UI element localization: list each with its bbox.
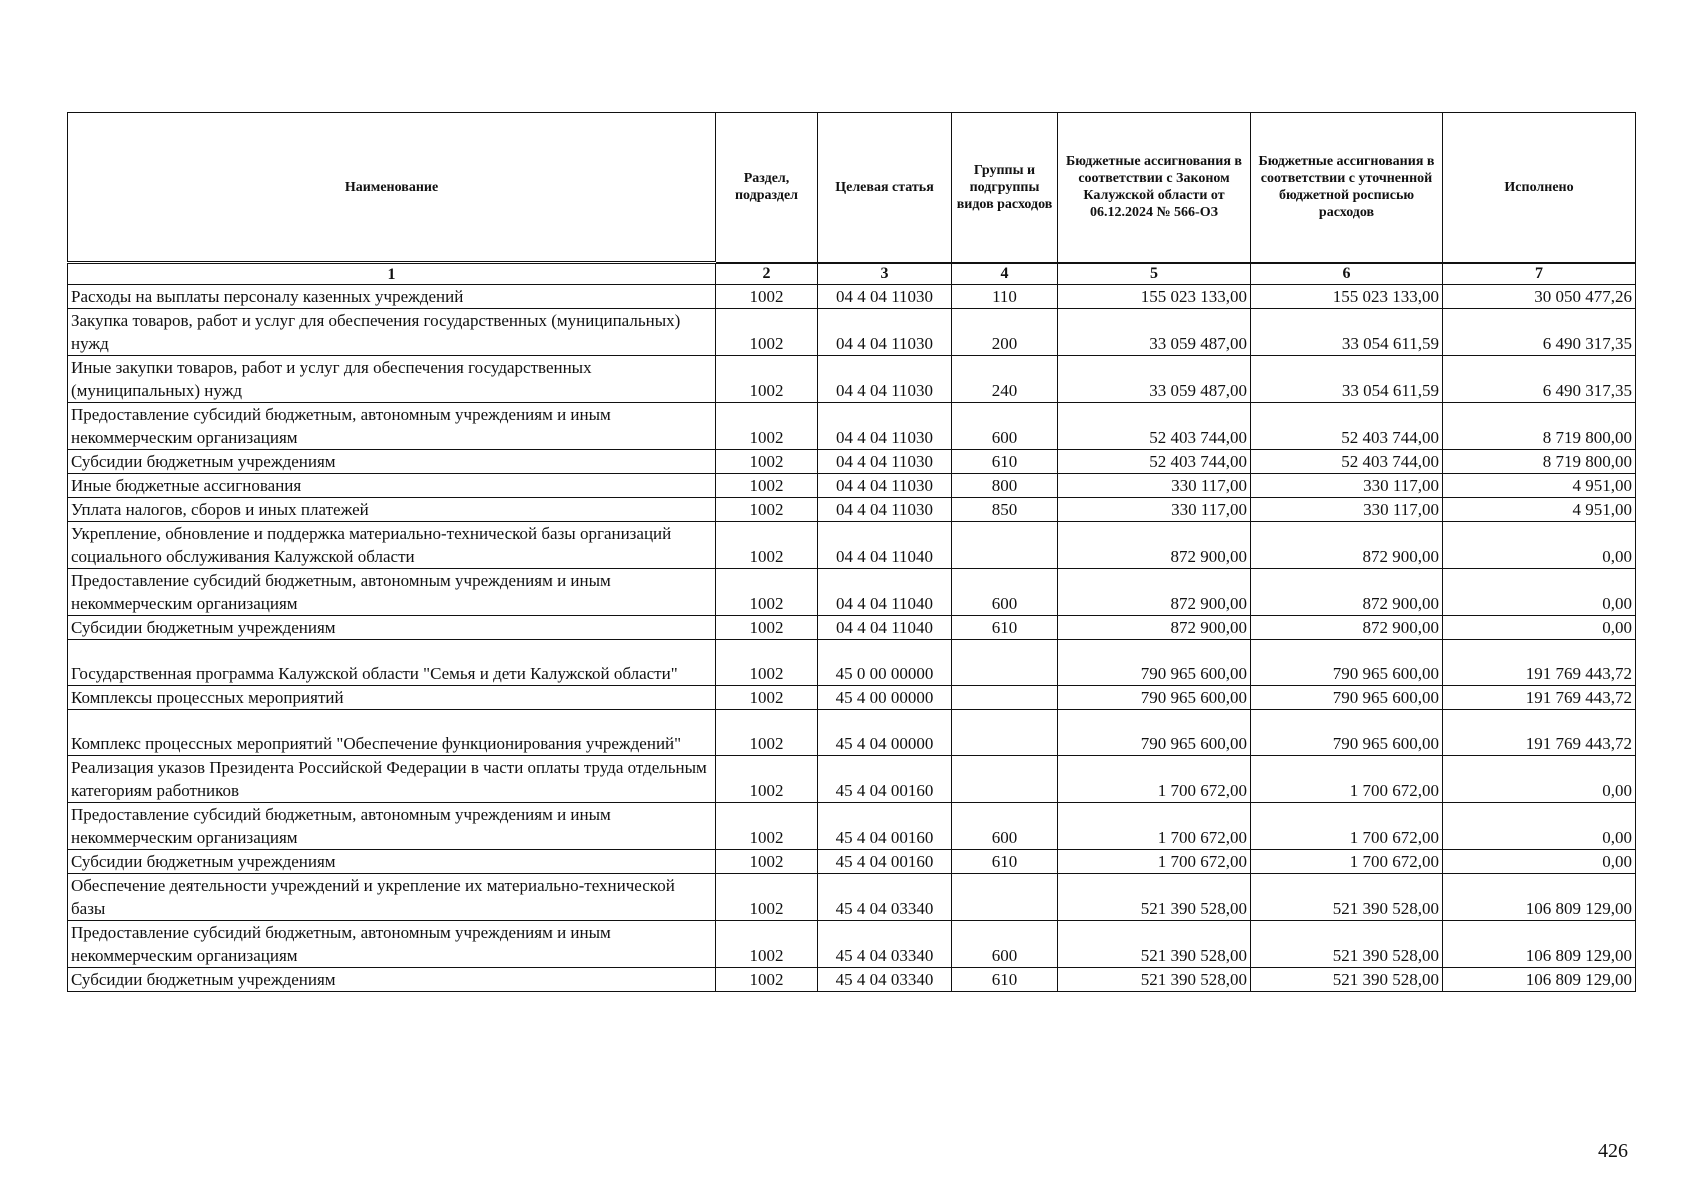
table-row (68, 921, 1636, 968)
header-row (68, 113, 1636, 263)
table-row (68, 686, 1636, 710)
row-name: Реализация указов Президента Российской Федерации в части оплаты труда отдельным категориям работников (68, 756, 716, 803)
row-target-article: 04 4 04 11030 (818, 356, 952, 403)
row-target-article: 45 4 00 00000 (818, 686, 952, 710)
header-law-allocations: Бюджетные ассигнования в соответствии с Законом Калужской области от 06.12.2024 № 566-ОЗ (1058, 113, 1251, 263)
table-row (68, 474, 1636, 498)
row-expense-group (952, 710, 1058, 756)
row-section: 1002 (716, 640, 818, 686)
row-section: 1002 (716, 616, 818, 640)
row-section: 1002 (716, 569, 818, 616)
row-refined-amount: 790 965 600,00 (1251, 640, 1443, 686)
row-expense-group (952, 874, 1058, 921)
row-target-article: 45 4 04 00160 (818, 756, 952, 803)
row-expense-group: 610 (952, 450, 1058, 474)
row-target-article: 04 4 04 11030 (818, 498, 952, 522)
row-law-amount: 521 390 528,00 (1058, 968, 1251, 992)
row-name: Укрепление, обновление и поддержка материально-технической базы организаций социального обслуживания Калужской области (68, 522, 716, 569)
row-expense-group (952, 522, 1058, 569)
row-law-amount: 790 965 600,00 (1058, 686, 1251, 710)
row-name: Предоставление субсидий бюджетным, автономным учреждениям и иным некоммерческим организациям (68, 403, 716, 450)
row-refined-amount: 521 390 528,00 (1251, 921, 1443, 968)
row-section: 1002 (716, 309, 818, 356)
row-name: Предоставление субсидий бюджетным, автономным учреждениям и иным некоммерческим организациям (68, 803, 716, 850)
row-law-amount: 52 403 744,00 (1058, 450, 1251, 474)
table-body (68, 285, 1636, 992)
row-executed-amount: 191 769 443,72 (1443, 710, 1636, 756)
row-expense-group: 600 (952, 569, 1058, 616)
row-section: 1002 (716, 686, 818, 710)
row-refined-amount: 52 403 744,00 (1251, 403, 1443, 450)
row-expense-group (952, 756, 1058, 803)
table-row (68, 968, 1636, 992)
row-target-article: 45 0 00 00000 (818, 640, 952, 686)
row-refined-amount: 521 390 528,00 (1251, 874, 1443, 921)
row-section: 1002 (716, 474, 818, 498)
row-law-amount: 872 900,00 (1058, 522, 1251, 569)
row-expense-group: 800 (952, 474, 1058, 498)
row-refined-amount: 872 900,00 (1251, 569, 1443, 616)
row-expense-group (952, 686, 1058, 710)
row-executed-amount: 191 769 443,72 (1443, 640, 1636, 686)
row-refined-amount: 1 700 672,00 (1251, 803, 1443, 850)
budget-table-container (67, 112, 1635, 992)
row-executed-amount: 0,00 (1443, 522, 1636, 569)
row-name: Государственная программа Калужской области "Семья и дети Калужской области" (68, 640, 716, 686)
row-refined-amount: 521 390 528,00 (1251, 968, 1443, 992)
table-row (68, 616, 1636, 640)
row-expense-group: 610 (952, 850, 1058, 874)
row-section: 1002 (716, 756, 818, 803)
row-law-amount: 33 059 487,00 (1058, 309, 1251, 356)
row-executed-amount: 106 809 129,00 (1443, 874, 1636, 921)
row-target-article: 04 4 04 11030 (818, 474, 952, 498)
row-target-article: 45 4 04 03340 (818, 921, 952, 968)
row-name: Субсидии бюджетным учреждениям (68, 968, 716, 992)
row-name: Уплата налогов, сборов и иных платежей (68, 498, 716, 522)
header-name: Наименование (68, 113, 716, 263)
row-refined-amount: 330 117,00 (1251, 474, 1443, 498)
row-law-amount: 330 117,00 (1058, 498, 1251, 522)
row-target-article: 04 4 04 11030 (818, 309, 952, 356)
row-name: Комплекс процессных мероприятий "Обеспечение функционирования учреждений" (68, 710, 716, 756)
table-row (68, 285, 1636, 309)
row-name: Иные закупки товаров, работ и услуг для обеспечения государственных (муниципальных) нужд (68, 356, 716, 403)
header-refined-allocations: Бюджетные ассигнования в соответствии с уточненной бюджетной росписью расходов (1251, 113, 1443, 263)
row-expense-group: 850 (952, 498, 1058, 522)
table-row (68, 756, 1636, 803)
row-section: 1002 (716, 874, 818, 921)
row-name: Закупка товаров, работ и услуг для обеспечения государственных (муниципальных) нужд (68, 309, 716, 356)
table-row (68, 850, 1636, 874)
column-number: 4 (952, 263, 1058, 285)
table-row (68, 522, 1636, 569)
row-expense-group: 600 (952, 403, 1058, 450)
row-executed-amount: 0,00 (1443, 850, 1636, 874)
table-row (68, 450, 1636, 474)
row-target-article: 45 4 04 00000 (818, 710, 952, 756)
row-section: 1002 (716, 285, 818, 309)
row-refined-amount: 1 700 672,00 (1251, 850, 1443, 874)
column-number: 2 (716, 263, 818, 285)
row-expense-group: 110 (952, 285, 1058, 309)
row-name: Расходы на выплаты персоналу казенных учреждений (68, 285, 716, 309)
row-law-amount: 1 700 672,00 (1058, 803, 1251, 850)
row-name: Обеспечение деятельности учреждений и укрепление их материально-технической базы (68, 874, 716, 921)
row-executed-amount: 30 050 477,26 (1443, 285, 1636, 309)
row-executed-amount: 4 951,00 (1443, 498, 1636, 522)
row-target-article: 04 4 04 11040 (818, 616, 952, 640)
row-expense-group: 610 (952, 968, 1058, 992)
row-refined-amount: 872 900,00 (1251, 522, 1443, 569)
row-executed-amount: 4 951,00 (1443, 474, 1636, 498)
row-section: 1002 (716, 968, 818, 992)
row-section: 1002 (716, 710, 818, 756)
row-law-amount: 52 403 744,00 (1058, 403, 1251, 450)
row-refined-amount: 330 117,00 (1251, 498, 1443, 522)
column-number-row (68, 263, 1636, 285)
row-target-article: 04 4 04 11040 (818, 569, 952, 616)
row-section: 1002 (716, 522, 818, 569)
row-refined-amount: 33 054 611,59 (1251, 356, 1443, 403)
row-refined-amount: 790 965 600,00 (1251, 710, 1443, 756)
row-target-article: 45 4 04 03340 (818, 874, 952, 921)
row-executed-amount: 106 809 129,00 (1443, 968, 1636, 992)
row-executed-amount: 0,00 (1443, 569, 1636, 616)
row-executed-amount: 6 490 317,35 (1443, 309, 1636, 356)
row-law-amount: 330 117,00 (1058, 474, 1251, 498)
row-expense-group (952, 640, 1058, 686)
row-name: Субсидии бюджетным учреждениям (68, 450, 716, 474)
row-expense-group: 200 (952, 309, 1058, 356)
row-law-amount: 872 900,00 (1058, 569, 1251, 616)
table-row (68, 498, 1636, 522)
row-refined-amount: 872 900,00 (1251, 616, 1443, 640)
row-section: 1002 (716, 498, 818, 522)
header-executed: Исполнено (1443, 113, 1636, 263)
row-law-amount: 1 700 672,00 (1058, 850, 1251, 874)
row-refined-amount: 155 023 133,00 (1251, 285, 1443, 309)
table-row (68, 403, 1636, 450)
row-section: 1002 (716, 450, 818, 474)
row-executed-amount: 0,00 (1443, 803, 1636, 850)
column-number: 5 (1058, 263, 1251, 285)
row-target-article: 04 4 04 11030 (818, 285, 952, 309)
row-executed-amount: 106 809 129,00 (1443, 921, 1636, 968)
row-law-amount: 1 700 672,00 (1058, 756, 1251, 803)
table-row (68, 803, 1636, 850)
row-name: Предоставление субсидий бюджетным, автономным учреждениям и иным некоммерческим организациям (68, 569, 716, 616)
row-executed-amount: 191 769 443,72 (1443, 686, 1636, 710)
table-row (68, 710, 1636, 756)
header-target-article: Целевая статья (818, 113, 952, 263)
row-section: 1002 (716, 356, 818, 403)
row-refined-amount: 33 054 611,59 (1251, 309, 1443, 356)
table-row (68, 309, 1636, 356)
row-expense-group: 610 (952, 616, 1058, 640)
table-row (68, 569, 1636, 616)
row-name: Комплексы процессных мероприятий (68, 686, 716, 710)
row-name: Иные бюджетные ассигнования (68, 474, 716, 498)
header-expense-group: Группы и подгруппы видов расходов (952, 113, 1058, 263)
row-refined-amount: 1 700 672,00 (1251, 756, 1443, 803)
row-target-article: 45 4 04 03340 (818, 968, 952, 992)
row-section: 1002 (716, 403, 818, 450)
row-refined-amount: 52 403 744,00 (1251, 450, 1443, 474)
row-name: Субсидии бюджетным учреждениям (68, 616, 716, 640)
row-executed-amount: 0,00 (1443, 756, 1636, 803)
row-law-amount: 790 965 600,00 (1058, 640, 1251, 686)
row-law-amount: 155 023 133,00 (1058, 285, 1251, 309)
row-target-article: 04 4 04 11030 (818, 403, 952, 450)
row-target-article: 04 4 04 11040 (818, 522, 952, 569)
row-expense-group: 600 (952, 921, 1058, 968)
table-row (68, 640, 1636, 686)
row-refined-amount: 790 965 600,00 (1251, 686, 1443, 710)
column-number: 7 (1443, 263, 1636, 285)
page-number: 426 (1598, 1140, 1628, 1162)
row-target-article: 45 4 04 00160 (818, 803, 952, 850)
row-name: Предоставление субсидий бюджетным, автономным учреждениям и иным некоммерческим организациям (68, 921, 716, 968)
row-section: 1002 (716, 850, 818, 874)
row-target-article: 45 4 04 00160 (818, 850, 952, 874)
table-row (68, 356, 1636, 403)
row-name: Субсидии бюджетным учреждениям (68, 850, 716, 874)
row-law-amount: 33 059 487,00 (1058, 356, 1251, 403)
row-section: 1002 (716, 803, 818, 850)
row-expense-group: 240 (952, 356, 1058, 403)
column-number: 1 (68, 263, 716, 285)
row-executed-amount: 6 490 317,35 (1443, 356, 1636, 403)
row-target-article: 04 4 04 11030 (818, 450, 952, 474)
budget-execution-table (67, 112, 1636, 992)
column-number: 6 (1251, 263, 1443, 285)
row-expense-group: 600 (952, 803, 1058, 850)
row-law-amount: 521 390 528,00 (1058, 874, 1251, 921)
row-section: 1002 (716, 921, 818, 968)
row-law-amount: 872 900,00 (1058, 616, 1251, 640)
row-law-amount: 521 390 528,00 (1058, 921, 1251, 968)
column-number: 3 (818, 263, 952, 285)
row-executed-amount: 8 719 800,00 (1443, 450, 1636, 474)
table-row (68, 874, 1636, 921)
row-law-amount: 790 965 600,00 (1058, 710, 1251, 756)
row-executed-amount: 8 719 800,00 (1443, 403, 1636, 450)
header-section: Раздел, подраздел (716, 113, 818, 263)
row-executed-amount: 0,00 (1443, 616, 1636, 640)
